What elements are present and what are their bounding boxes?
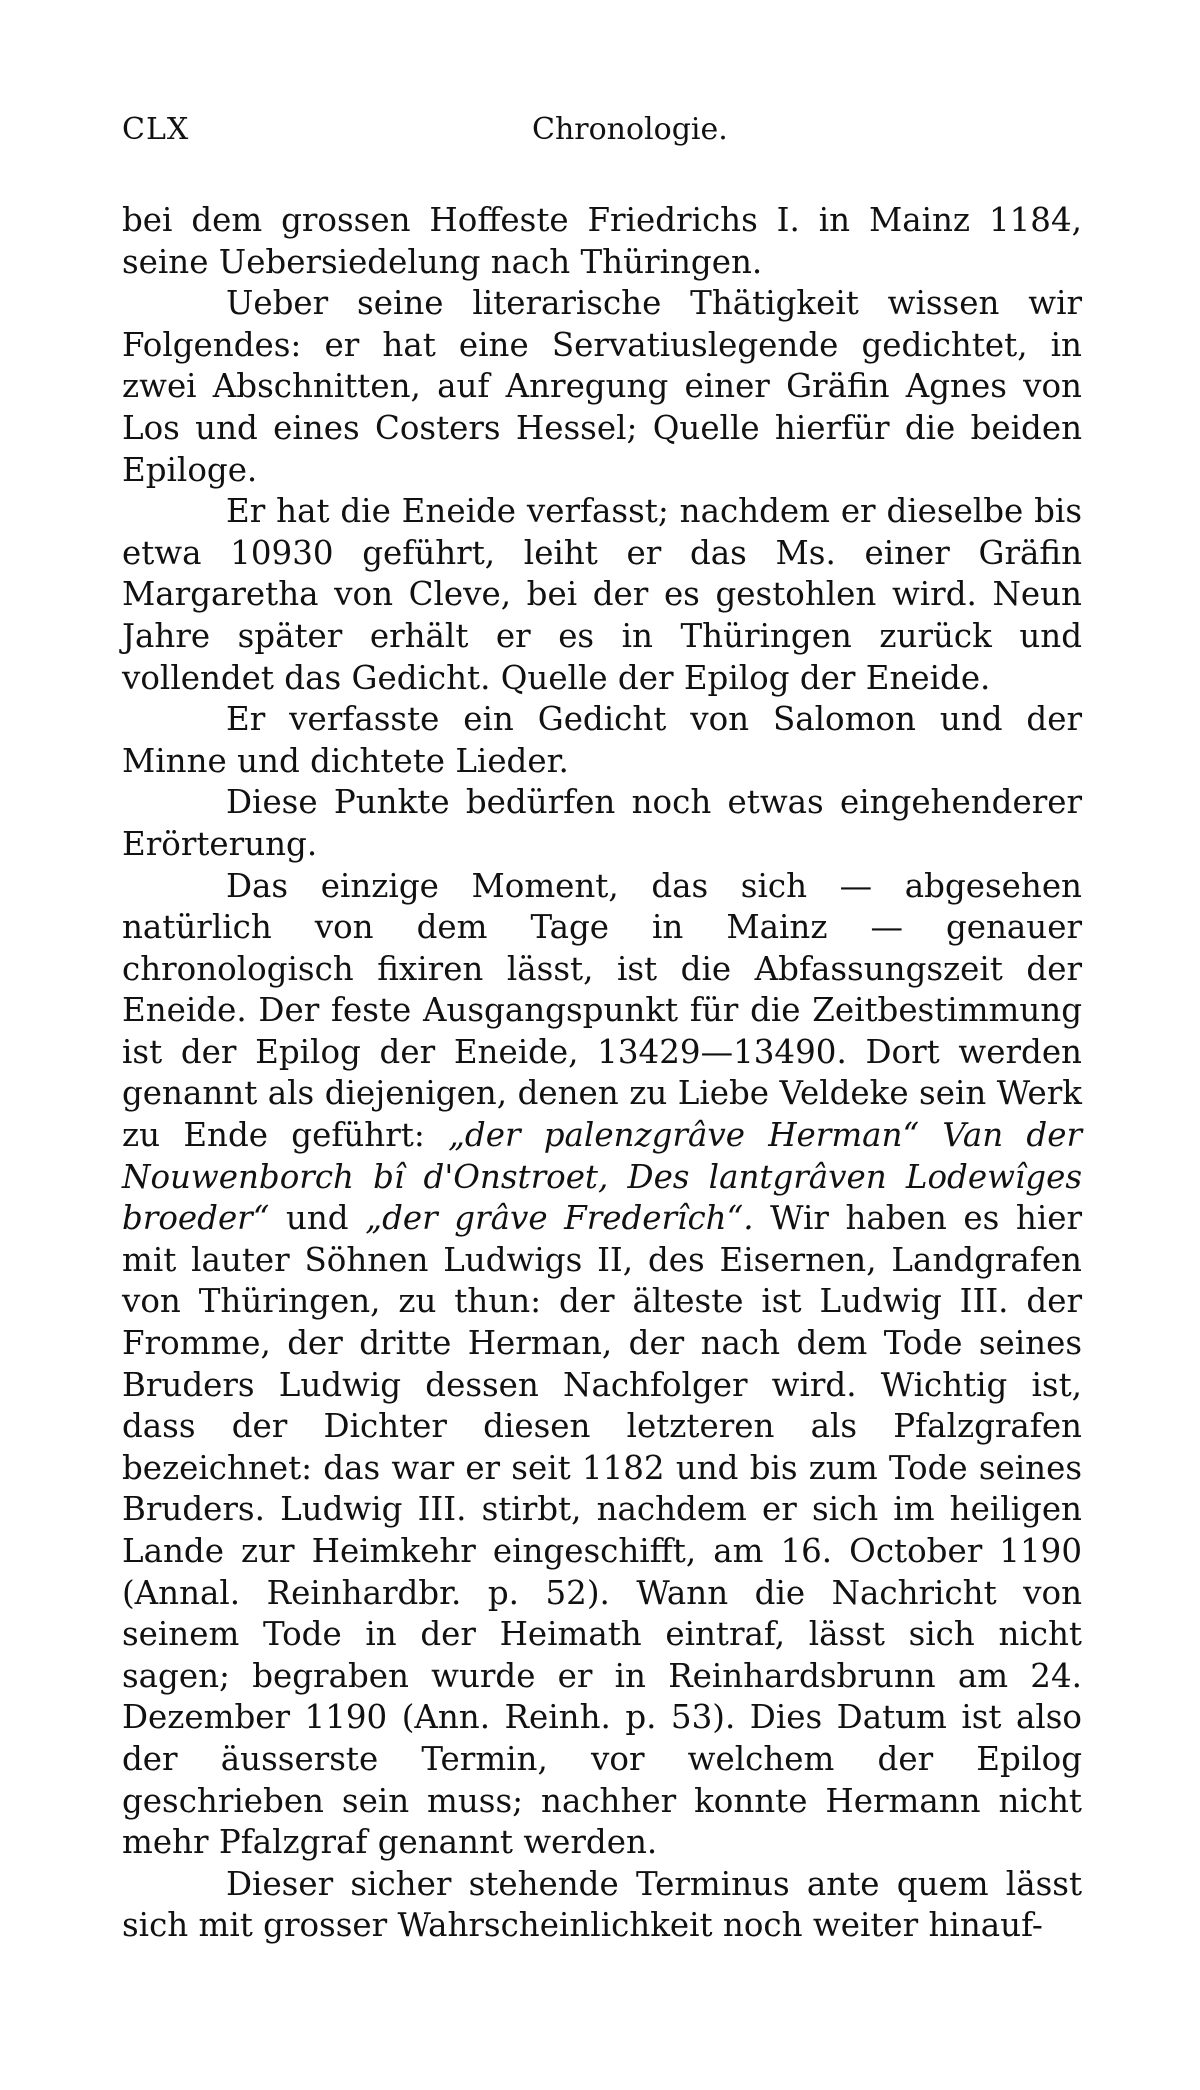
paragraph-1: bei dem grossen Hoffeste Friedrichs I. in Mainz 1184, seine Uebersiedelung nach Thüringen. (122, 201, 1082, 281)
paragraph-7: Dieser sicher stehende Terminus ante quem lässt sich mit grosser Wahrscheinlichkeit noch weiter hinauf- (122, 1864, 1082, 1945)
page-number: CLX (122, 112, 190, 147)
paragraph-3: Er hat die Eneide verfasst; nachdem er dieselbe bis etwa 10930 geführt, leiht er das Ms. einer Gräfin Margaretha von Cleve, bei der es gestohlen wird. Neun Jahre später erhält er es in Thüringen zurück und vollendet das Gedicht. Quelle der Epilog der Eneide. (122, 492, 1082, 697)
paragraph-2: Ueber seine literarische Thätigkeit wissen wir Folgendes: er hat eine Servatiuslegende gedichtet, in zwei Abschnitten, auf Anregung einer Gräfin Agnes von Los und eines Costers Hessel; Quelle hierfür die beiden Epiloge. (122, 284, 1082, 489)
page-header (122, 110, 1082, 160)
paragraph-6-text-b: und (269, 1199, 366, 1238)
quote-frederich: „der grâve Frederîch“. (365, 1199, 754, 1238)
body-text (122, 200, 1082, 1947)
book-page (122, 110, 1082, 1947)
paragraph-6-text-c: Wir haben es hier mit lauter Söhnen Ludwigs II, des Eisernen, Landgrafen von Thüringen, zu thun: der älteste ist Ludwig III. der Fromme, der dritte Herman, der nach dem Tode seines Bruders Ludwig dessen Nachfolger wird. Wichtig ist, dass der Dichter diesen letzteren als Pfalzgrafen bezeichnet: das war er seit 1182 und bis zum Tode seines Bruders. Ludwig III. stirbt, nachdem er sich im heiligen Lande zur Heimkehr eingeschifft, am 16. October 1190 (Annal. Reinhardbr. p. 52). Wann die Nachricht von seinem Tode in der Heimath eintraf, lässt sich nicht sagen; begraben wurde er in Reinhardsbrunn am 24. Dezember 1190 (Ann. Reinh. p. 53). Dies Datum ist also der äusserste Termin, vor welchem der Epilog geschrieben sein muss; nachher konnte Hermann nicht mehr Pfalzgraf genannt werden. (122, 1199, 1082, 1862)
running-head: Chronologie. (532, 112, 728, 147)
paragraph-5: Diese Punkte bedürfen noch etwas eingehenderer Erörterung. (122, 783, 1082, 863)
paragraph-6 (122, 866, 1082, 1864)
paragraph-6-text-a: Das einzige Moment, das sich — abgesehen natürlich von dem Tage in Mainz — genauer chronologisch fixiren lässt, ist die Abfassungszeit der Eneide. Der feste Ausgangspunkt für die Zeitbestimmung ist der Epilog der Eneide, 13429—13490. Dort werden genannt als diejenigen, denen zu Liebe Veldeke sein Werk zu Ende geführt: (122, 866, 1082, 1155)
quote-herman: „der palenzgrâve Herman“ Van der Nouwenborch bî d'Onstroet, Des lantgrâven Lodewîges broeder“ (122, 1116, 1082, 1238)
paragraph-4: Er verfasste ein Gedicht von Salomon und der Minne und dichtete Lieder. (122, 700, 1082, 780)
